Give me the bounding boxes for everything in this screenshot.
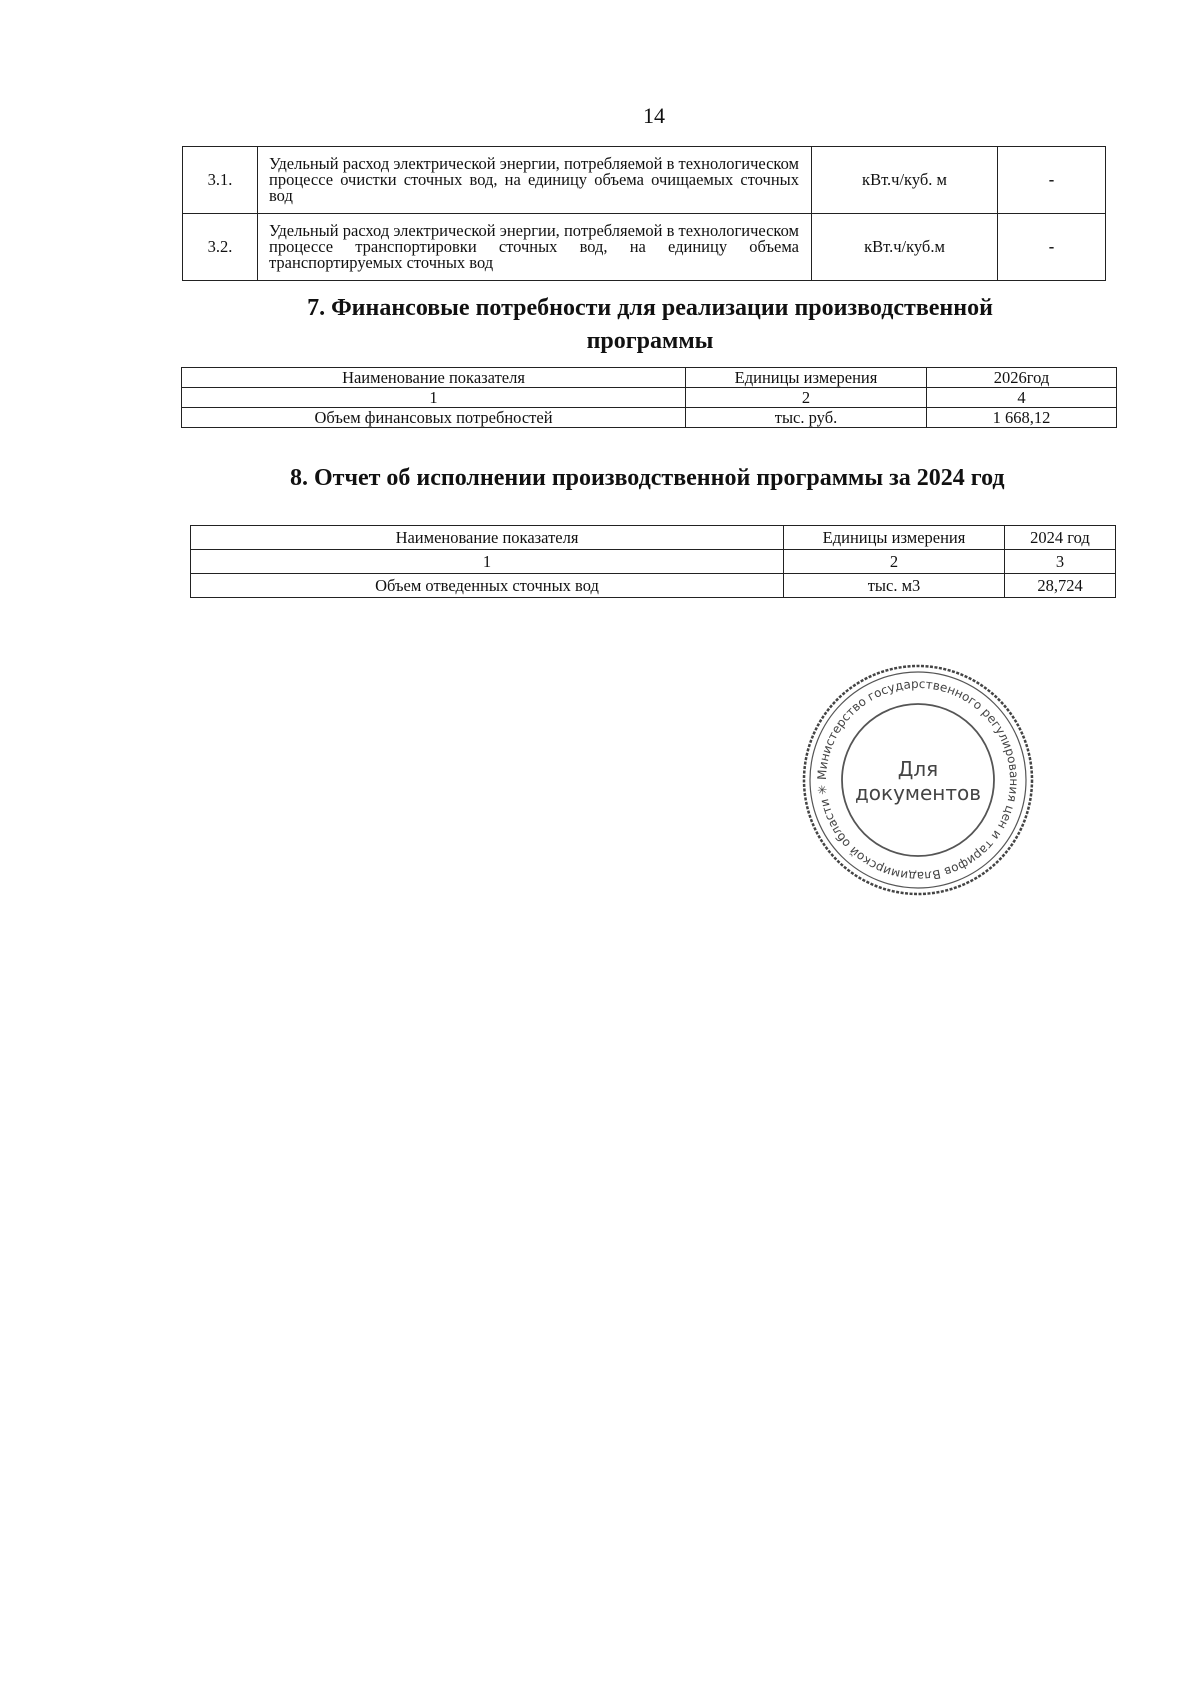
column-numbers-row <box>191 550 1116 574</box>
cell-indicator-name: Объем отведенных сточных вод <box>191 574 784 598</box>
column-number: 2 <box>686 388 927 408</box>
column-number: 3 <box>1005 550 1116 574</box>
indicator-unit: кВт.ч/куб.м <box>812 214 998 281</box>
row-number: 3.1. <box>183 147 258 214</box>
section-7-heading-line2: программы <box>586 328 714 354</box>
column-header: Наименование показателя <box>182 368 686 388</box>
table-header-row <box>182 368 1117 388</box>
cell-unit: тыс. руб. <box>686 408 927 428</box>
section-7-heading-line1: 7. Финансовые потребности для реализации производственной <box>307 295 993 321</box>
column-numbers-row <box>182 388 1117 408</box>
section-7-heading <box>180 292 1120 358</box>
program-report-table <box>190 525 1116 598</box>
page-number: 14 <box>643 103 665 128</box>
indicator-description: Удельный расход электрической энергии, потребляемой в технологическом процессе транспортировки сточных вод, на единицу объема транспортируемых сточных вод <box>258 214 812 281</box>
stamp-center-line1: Для <box>897 757 939 781</box>
column-number: 1 <box>191 550 784 574</box>
table-row <box>182 408 1117 428</box>
cell-value: 1 668,12 <box>927 408 1117 428</box>
financial-needs-table <box>181 367 1117 428</box>
indicator-description: Удельный расход электрической энергии, потребляемой в технологическом процессе очистки сточных вод, на единицу объема очищаемых сточных вод <box>258 147 812 214</box>
table-row <box>183 214 1106 281</box>
stamp-ring-textpath: Министерство государственного регулирования цен и тарифов Владимирской области ✳ <box>814 676 1022 884</box>
row-number: 3.2. <box>183 214 258 281</box>
cell-indicator-name: Объем финансовых потребностей <box>182 408 686 428</box>
column-number: 4 <box>927 388 1117 408</box>
table-header-row <box>191 526 1116 550</box>
cell-value: 28,724 <box>1005 574 1116 598</box>
column-header: Наименование показателя <box>191 526 784 550</box>
column-header: 2024 год <box>1005 526 1116 550</box>
column-header: 2026год <box>927 368 1117 388</box>
indicator-value: - <box>998 147 1106 214</box>
stamp-center-line2: документов <box>854 781 982 805</box>
column-number: 2 <box>784 550 1005 574</box>
table-row <box>191 574 1116 598</box>
column-number: 1 <box>182 388 686 408</box>
column-header: Единицы измерения <box>686 368 927 388</box>
column-header: Единицы измерения <box>784 526 1005 550</box>
indicator-value: - <box>998 214 1106 281</box>
cell-unit: тыс. м3 <box>784 574 1005 598</box>
official-stamp <box>800 662 1036 898</box>
indicator-unit: кВт.ч/куб. м <box>812 147 998 214</box>
energy-indicators-table <box>182 146 1106 281</box>
section-8-heading: 8. Отчет об исполнении производственной программы за 2024 год <box>290 465 1005 491</box>
table-row <box>183 147 1106 214</box>
